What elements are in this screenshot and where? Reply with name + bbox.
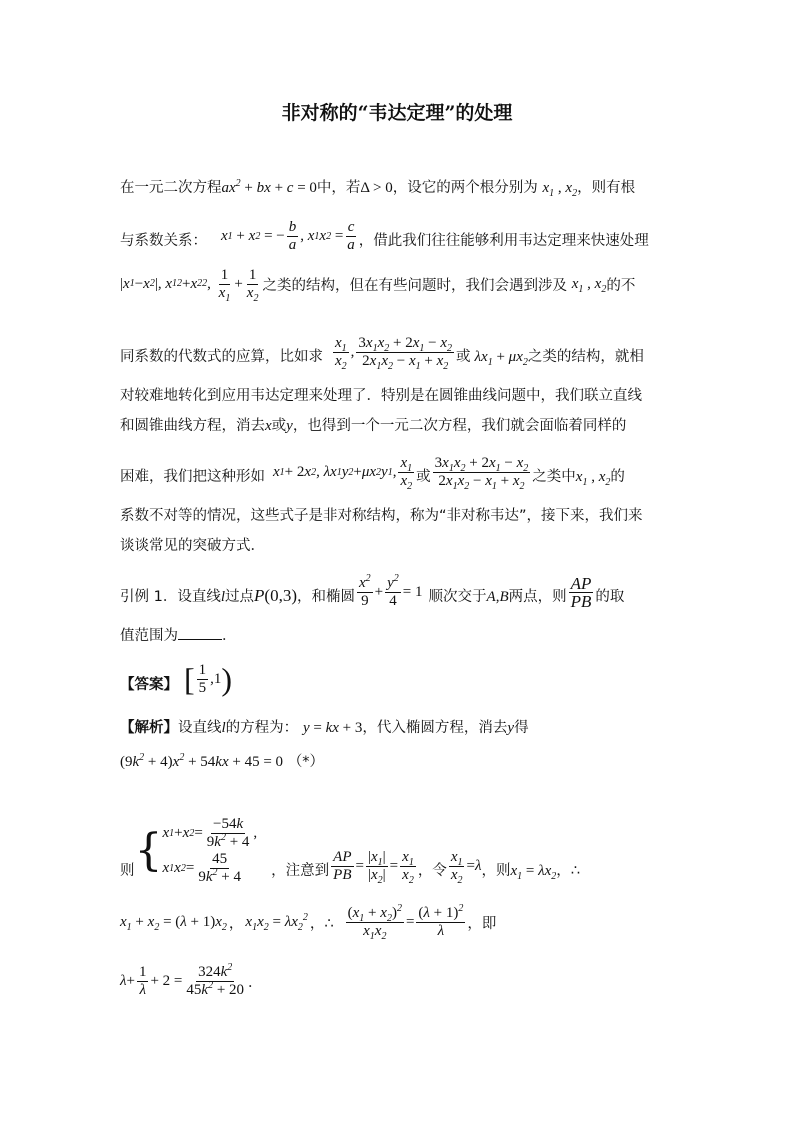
analysis-line-5: λ + $\frac{1}{\lambda}$ + 2 = $\frac{324k^2}{45k^2 + 20}$ ． [120,961,263,998]
intro-line-1: 在一元二次方程$ax^2$ + bx + c = 0中，若Δ > 0，设它的两个根分别为 $x_1$ , $x_2$，则有根 [120,178,636,199]
ratio-identity: $\frac{AP}{PB}$ = $\frac{|x_1|}{|x_2|}$ = $\frac{x_1}{x_2}$ [333,849,414,886]
answer-interval: [ $\frac{1}{5}$ ,1 ) [184,661,233,697]
line-equation: y = kx + 3 [302,720,363,736]
analysis-line-4: $x_1 + x_2 = (\lambda + 1)x_2$ ， $x_1x_2 = \lambda x_2^2$ ，∴ $\frac{(x_1 + x_2)^2}{x_1x_2}$ = $\frac{(\lambda + 1)^2}{\lambda}$ ，即 [120,902,497,942]
final-equation: λ + $\frac{1}{\lambda}$ + 2 = $\frac{324k^2}{45k^2 + 20}$ [120,961,245,998]
intro-line-8: 系数不对等的情况，这些式子是非对称结构，称为“非对称韦达”，接下来，我们来 [120,508,643,524]
ellipse-equation: $\frac{x^2}{9}$ + $\frac{y^2}{4}$ = 1 [358,573,423,609]
quadratic-in-x: $(9k^2 + 4)x^2 + 54kx + 45 = 0$ [120,752,284,770]
intro-line-3: | x 1 − x 2 | , x 1 2 + x 2 2 , $\frac{1}{x_1}$ + $\frac{1}{x_2}$ 之类的结构，但在有些问题时，我们会遇到涉及 $x_1$ , $x_2$ 的不 [120,266,636,304]
quadratic-equation: $ax^2$ + bx + c = 0 [221,178,317,196]
intro-line-7: 困难，我们把这种形如 x 1 + 2 x 2 , λx 1 y 2 + μx 2 y 1 , $\frac{x_1}{x_2}$ 或 $\frac{3x_1x_2 + 2x_1 - x_2}{2x_1x_2 - x_1 + x_2}$ 之类中 $x_1$ , $x_2$ 的 [120,455,625,492]
asymmetric-forms: x 1 + 2 x 2 , λx 1 y 2 + μx 2 y 1 , $\frac{x_1}{x_2}$ [273,455,413,492]
analysis-line-1: 【解析】设直线l的方程为： y = kx + 3，代入椭圆方程，消去y得 [120,720,529,736]
analysis-line-2: $(9k^2 + 4)x^2 + 54kx + 45 = 0$ （*） [120,752,325,770]
lambda-ratio-equation: $\frac{(x_1 + x_2)^2}{x_1x_2}$ = $\frac{(\lambda + 1)^2}{\lambda}$ [347,902,464,942]
roots: $x_1$ , $x_2$ [542,180,578,199]
lambda-definition: $\frac{x_1}{x_2}$ = λ [450,849,482,886]
symmetric-expressions: | x 1 − x 2 | , x 1 2 + x 2 2 , $\frac{1}{x_1}$ + $\frac{1}{x_2}$ [120,266,259,304]
intro-line-4: 同系数的代数式的应算，比如求 $\frac{x_1}{x_2}$ , $\frac{3x_1x_2 + 2x_1 - x_2}{2x_1x_2 - x_1 + x_2}$ 或 $\lambda x_1 + \mu x_2$ 之类的结构，就相 [120,335,644,372]
discriminant: Δ > 0 [360,180,393,196]
intro-line-9: 谈谈常见的突破方式． [120,538,265,554]
vieta-formulas: x 1 + x 2 = − $\frac{b}{a}$ , x 1 x 2 = $\frac{c}{a}$ [221,219,355,253]
page-title: 非对称的“韦达定理”的处理 [281,102,513,124]
intro-line-5: 对较难地转化到应用韦达定理来处理了．特别是在圆锥曲线问题中，我们联立直线 [120,388,642,404]
intro-line-2: 与系数关系： x 1 + x 2 = − $\frac{b}{a}$ , x 1 x 2 = $\frac{c}{a}$ ，借此我们往往能够利用韦达定理来快速处理 [120,219,649,253]
point-p: P(0,3) [254,586,297,605]
intro-line-6: 和圆锥曲线方程，消去x或y，也得到一个一元二次方程，我们就会面临着同样的 [120,418,627,434]
answer-line: 【答案】 [ $\frac{1}{5}$ ,1 ) [120,661,233,697]
vieta-system: { x 1 + x 2 = $\frac{-54k}{9k^2 + 4}$ , x 1 x 2 = $\frac{45}{9k^2 + 4}$ [134,816,258,885]
example-line-1: 引例 1．设直线 l 过点 P(0,3) ，和椭圆 $\frac{x^2}{9}$ + $\frac{y^2}{4}$ = 1 顺次交于 A,B 两点，则 $\frac{AP}{PB}$ 的取 [120,573,625,611]
example-line-2: 值范围为 ． [120,628,237,644]
analysis-line-3: 则 { x 1 + x 2 = $\frac{-54k}{9k^2 + 4}$ , x 1 x 2 = $\frac{45}{9k^2 + 4}$ ，注意到 $\frac{AP}{PB}$ = $\frac{|x_1|}{|x_2|}$ = $\frac{x_1}{x_2}$ ，令 $\frac{x_1}{x_2}$ = λ ，则 $x_1 = \lambda x_2$ ，∴ [120,816,580,886]
asymmetric-examples: $\frac{x_1}{x_2}$ , $\frac{3x_1x_2 + 2x_1 - x_2}{2x_1x_2 - x_1 + x_2}$ [335,335,453,372]
answer-blank [178,638,222,640]
ratio-ap-pb: $\frac{AP}{PB}$ [570,574,592,611]
